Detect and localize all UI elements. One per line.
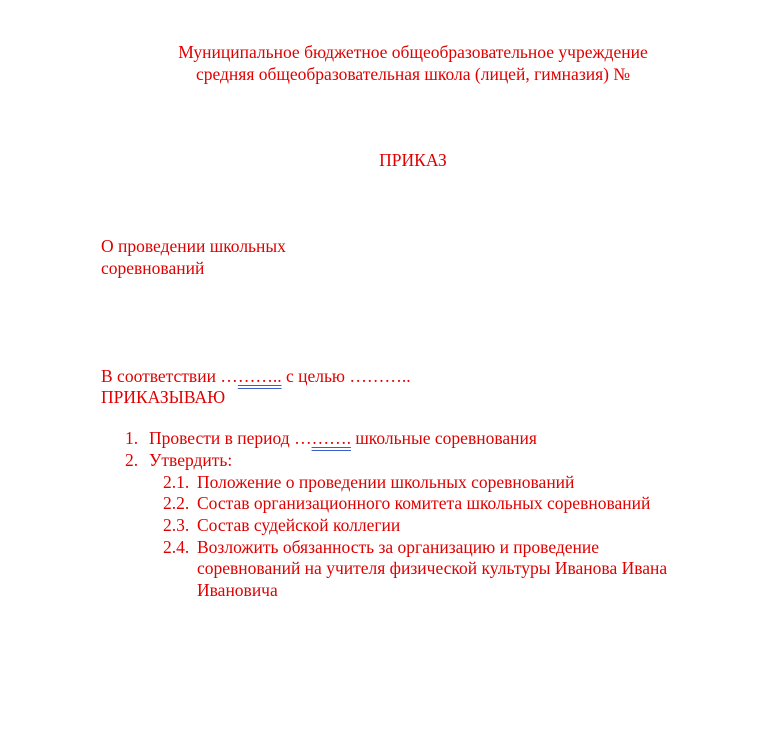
list-item-number: 2. bbox=[125, 450, 139, 470]
school-name-line1: Муниципальное бюджетное общеобразовательное учреждение bbox=[178, 42, 648, 62]
sublist-item: Состав судейской коллегии bbox=[197, 515, 401, 535]
spellcheck-underlined-text: ……. bbox=[311, 428, 351, 448]
list-item: Утвердить: bbox=[149, 450, 233, 470]
sublist-item: Положение о проведении школьных соревнований bbox=[197, 472, 575, 492]
order-word: ПРИКАЗЫВАЮ bbox=[101, 387, 226, 407]
preamble bbox=[101, 366, 411, 388]
school-name-line2: средняя общеобразовательная школа (лицей, гимназия) № bbox=[195, 64, 631, 84]
spellcheck-underlined-text: …….. bbox=[237, 366, 282, 386]
sublist-item-number: 2.1. bbox=[163, 472, 190, 492]
sublist-item-line: соревнований на учителя физической культуры Иванова Ивана bbox=[197, 558, 668, 578]
list-item-text: Провести в период … bbox=[149, 428, 312, 448]
sublist-item-line: Возложить обязанность за организацию и проведение bbox=[197, 537, 600, 557]
sublist-item-line: Ивановича bbox=[197, 580, 278, 600]
preamble-text: В соответствии … bbox=[101, 366, 238, 386]
sublist-item: Состав организационного комитета школьных соревнований bbox=[197, 493, 651, 513]
sublist-item-number: 2.3. bbox=[163, 515, 190, 535]
list-item bbox=[149, 428, 537, 450]
list-item-number: 1. bbox=[125, 428, 139, 448]
subject-line1: О проведении школьных bbox=[101, 236, 286, 256]
subject-line2: соревнований bbox=[101, 258, 205, 278]
sublist-item-number: 2.4. bbox=[163, 537, 190, 557]
document-title: ПРИКАЗ bbox=[379, 150, 447, 170]
list-item-text-end: школьные соревнования bbox=[350, 428, 537, 448]
sublist-item-number: 2.2. bbox=[163, 493, 190, 513]
preamble-text-end: с целью ……….. bbox=[281, 366, 411, 386]
